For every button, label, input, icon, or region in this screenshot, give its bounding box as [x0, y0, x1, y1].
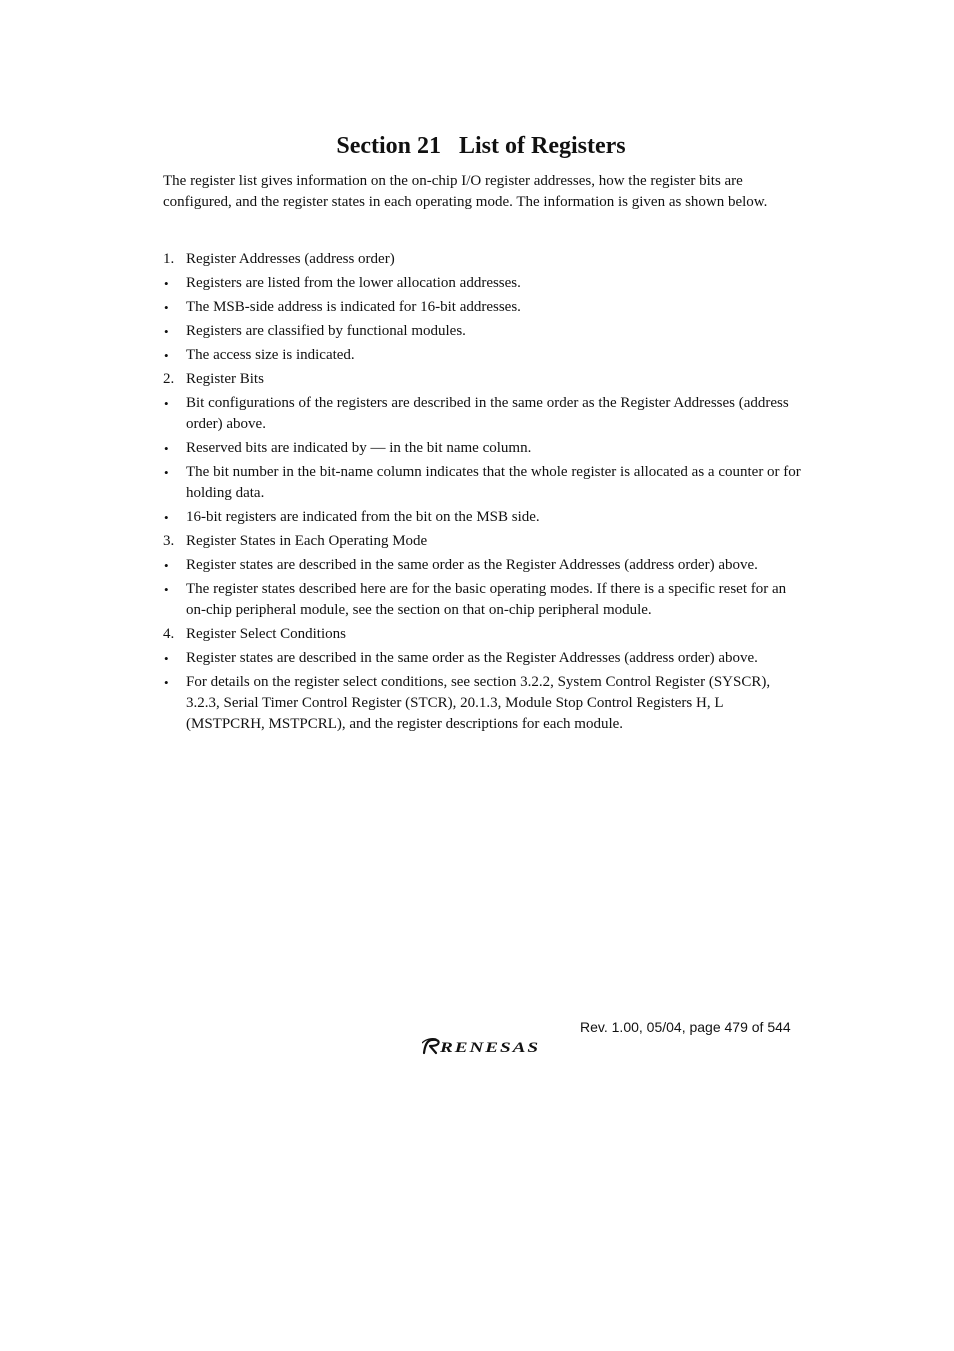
list-item-text: Register Addresses (address order) [186, 251, 395, 267]
list-item [163, 249, 803, 270]
bullet-icon: • [164, 558, 169, 573]
list-item-text: Register Bits [186, 371, 264, 387]
bullet-icon: • [164, 300, 169, 315]
register-list [163, 249, 803, 738]
list-item-text: The MSB-side address is indicated for 16-bit addresses. [186, 299, 521, 315]
bullet-icon: • [164, 324, 169, 339]
list-item-text: For details on the register select conditions, see section 3.2.2, System Control Register (SYSCR), 3.2.3, Serial Timer Control Register (STCR), 20.1.3, Module Stop Control Registers H, L (MSTPCRH, MSTPCRL), and the register descriptions for each module. [186, 674, 771, 732]
list-item [163, 624, 803, 645]
bullet-icon: • [164, 651, 169, 666]
list-item [163, 672, 803, 735]
list-item-text: Register States in Each Operating Mode [186, 533, 428, 549]
bullet-icon: • [164, 582, 169, 597]
list-item [163, 369, 803, 390]
bullet-icon: • [164, 510, 169, 525]
renesas-logo-icon [422, 1036, 542, 1056]
list-item-text: Register states are described in the same order as the Register Addresses (address order) above. [186, 650, 758, 666]
list-number: 3. [163, 533, 175, 549]
list-item [163, 273, 803, 294]
list-item-text: The access size is indicated. [186, 347, 355, 363]
list-item-text: Register states are described in the same order as the Register Addresses (address order) above. [186, 557, 758, 573]
page-title: Section 21 List of Registers [336, 133, 626, 160]
list-item-text: The register states described here are for the basic operating modes. If there is a specific reset for an on-chip peripheral module, see the section on that on-chip peripheral module. [186, 581, 787, 618]
list-item [163, 345, 803, 366]
list-item-text: Reserved bits are indicated by — in the bit name column. [186, 440, 532, 456]
list-item [163, 462, 803, 504]
list-item-text: Registers are classified by functional modules. [186, 323, 466, 339]
list-item [163, 555, 803, 576]
bullet-icon: • [164, 348, 169, 363]
list-item-text: The bit number in the bit-name column indicates that the whole register is allocated as a counter or for holding data. [186, 464, 801, 501]
list-number: 4. [163, 626, 175, 642]
list-item-text: Register Select Conditions [186, 626, 346, 642]
bullet-icon: • [164, 465, 169, 480]
list-item [163, 507, 803, 528]
bullet-icon: • [164, 675, 169, 690]
bullet-icon: • [164, 441, 169, 456]
list-item [163, 297, 803, 318]
list-item [163, 579, 803, 621]
list-item [163, 321, 803, 342]
logo-wordmark: RENESAS [438, 1040, 540, 1056]
list-item [163, 393, 803, 435]
intro-paragraph: The register list gives information on the on-chip I/O register addresses, how the register bits are configured, and the register states in each operating mode. The information is given as shown below. [163, 173, 768, 210]
list-number: 2. [163, 371, 175, 387]
list-item-text: 16-bit registers are indicated from the bit on the MSB side. [186, 509, 540, 525]
list-item [163, 648, 803, 669]
page-footer-revision: Rev. 1.00, 05/04, page 479 of 544 [580, 1019, 791, 1035]
list-item [163, 438, 803, 459]
list-item-text: Registers are listed from the lower allocation addresses. [186, 275, 521, 291]
bullet-icon: • [164, 396, 169, 411]
list-item-text: Bit configurations of the registers are described in the same order as the Register Addresses (address order) above. [186, 395, 789, 432]
list-item [163, 531, 803, 552]
bullet-icon: • [164, 276, 169, 291]
list-number: 1. [163, 251, 175, 267]
